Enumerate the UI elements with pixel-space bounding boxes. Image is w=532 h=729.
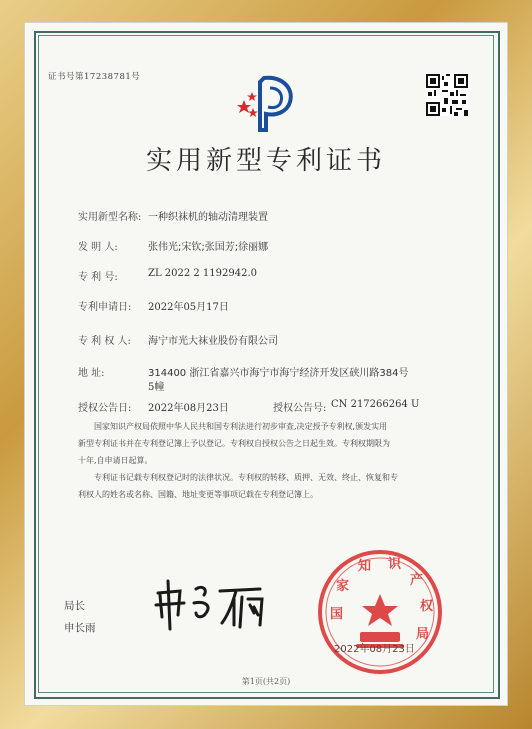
field-row-application-date	[78, 298, 229, 313]
field-label: 授权公告日:	[78, 403, 132, 414]
field-row-name	[78, 208, 268, 223]
field-label: 专 利 号:	[78, 272, 118, 283]
svg-text:知: 知	[358, 559, 372, 574]
field-row-address	[78, 364, 408, 379]
field-value: ZL 2022 2 1192942.0	[148, 268, 258, 279]
field-label: 地 址:	[78, 368, 105, 379]
field-value: 2022年05月17日	[148, 302, 229, 313]
svg-text:局: 局	[416, 627, 430, 642]
field-value: 2022年08月23日	[148, 403, 229, 414]
field-value: 5幢	[148, 382, 165, 393]
field-value: 张伟光;宋钦;张国芳;徐丽娜	[148, 242, 269, 253]
field-row-inventors	[78, 238, 268, 253]
svg-text:产: 产	[410, 573, 424, 588]
field-row-patent-number	[78, 268, 257, 283]
svg-text:家: 家	[336, 579, 350, 594]
announcement-number-label: 授权公告号:	[273, 403, 327, 414]
certificate-title: 实用新型专利证书	[145, 146, 386, 176]
page-number: 第1页(共2页)	[241, 677, 291, 686]
field-value: 海宁市光大袜业股份有限公司	[148, 336, 278, 347]
certificate-body-text	[78, 418, 458, 503]
field-label: 发 明 人:	[78, 242, 118, 253]
field-row-patentee	[78, 332, 278, 347]
body-line: 专利证书记载专利权登记时的法律状况。专利权的转移、质押、无效、终止、恢复和专	[94, 473, 398, 482]
svg-text:识: 识	[388, 557, 402, 572]
director-signature	[150, 575, 280, 635]
body-line: 十年,自申请日起算。	[78, 456, 153, 465]
body-line: 国家知识产权局依照中华人民共和国专利法进行初步审查,决定授予专利权,颁发实用	[94, 422, 388, 431]
svg-text:权: 权	[420, 599, 434, 614]
field-row-grant-date	[78, 399, 419, 414]
seal-date: 2022年08月23日	[334, 644, 415, 655]
certificate-number: 证书号第17238781号	[48, 72, 141, 82]
cnipa-emblem-icon	[236, 74, 300, 134]
body-line: 利权人的姓名或名称、国籍、地址变更等事项记载在专利登记簿上。	[78, 490, 318, 499]
field-label: 专利申请日:	[78, 302, 132, 313]
field-label: 实用新型名称:	[78, 212, 142, 223]
svg-text:国: 国	[330, 607, 344, 622]
field-value: 一种织袜机的轴动清理装置	[148, 212, 268, 223]
director-name: 申长雨	[64, 622, 96, 634]
body-line: 新型专利证书并在专利登记簿上予以登记。专利权自授权公告之日起生效。专利权期限为	[78, 439, 390, 448]
field-row-address-cont	[78, 378, 164, 393]
official-seal	[316, 548, 444, 676]
announcement-number-value: CN 217266264 U	[331, 399, 420, 410]
field-value: 314400 浙江省嘉兴市海宁市海宁经济开发区硖川路384号	[148, 368, 409, 379]
director-title: 局长	[64, 600, 85, 612]
field-label	[78, 378, 148, 393]
field-label: 专 利 权 人:	[78, 336, 131, 347]
qr-code-icon	[426, 74, 468, 116]
